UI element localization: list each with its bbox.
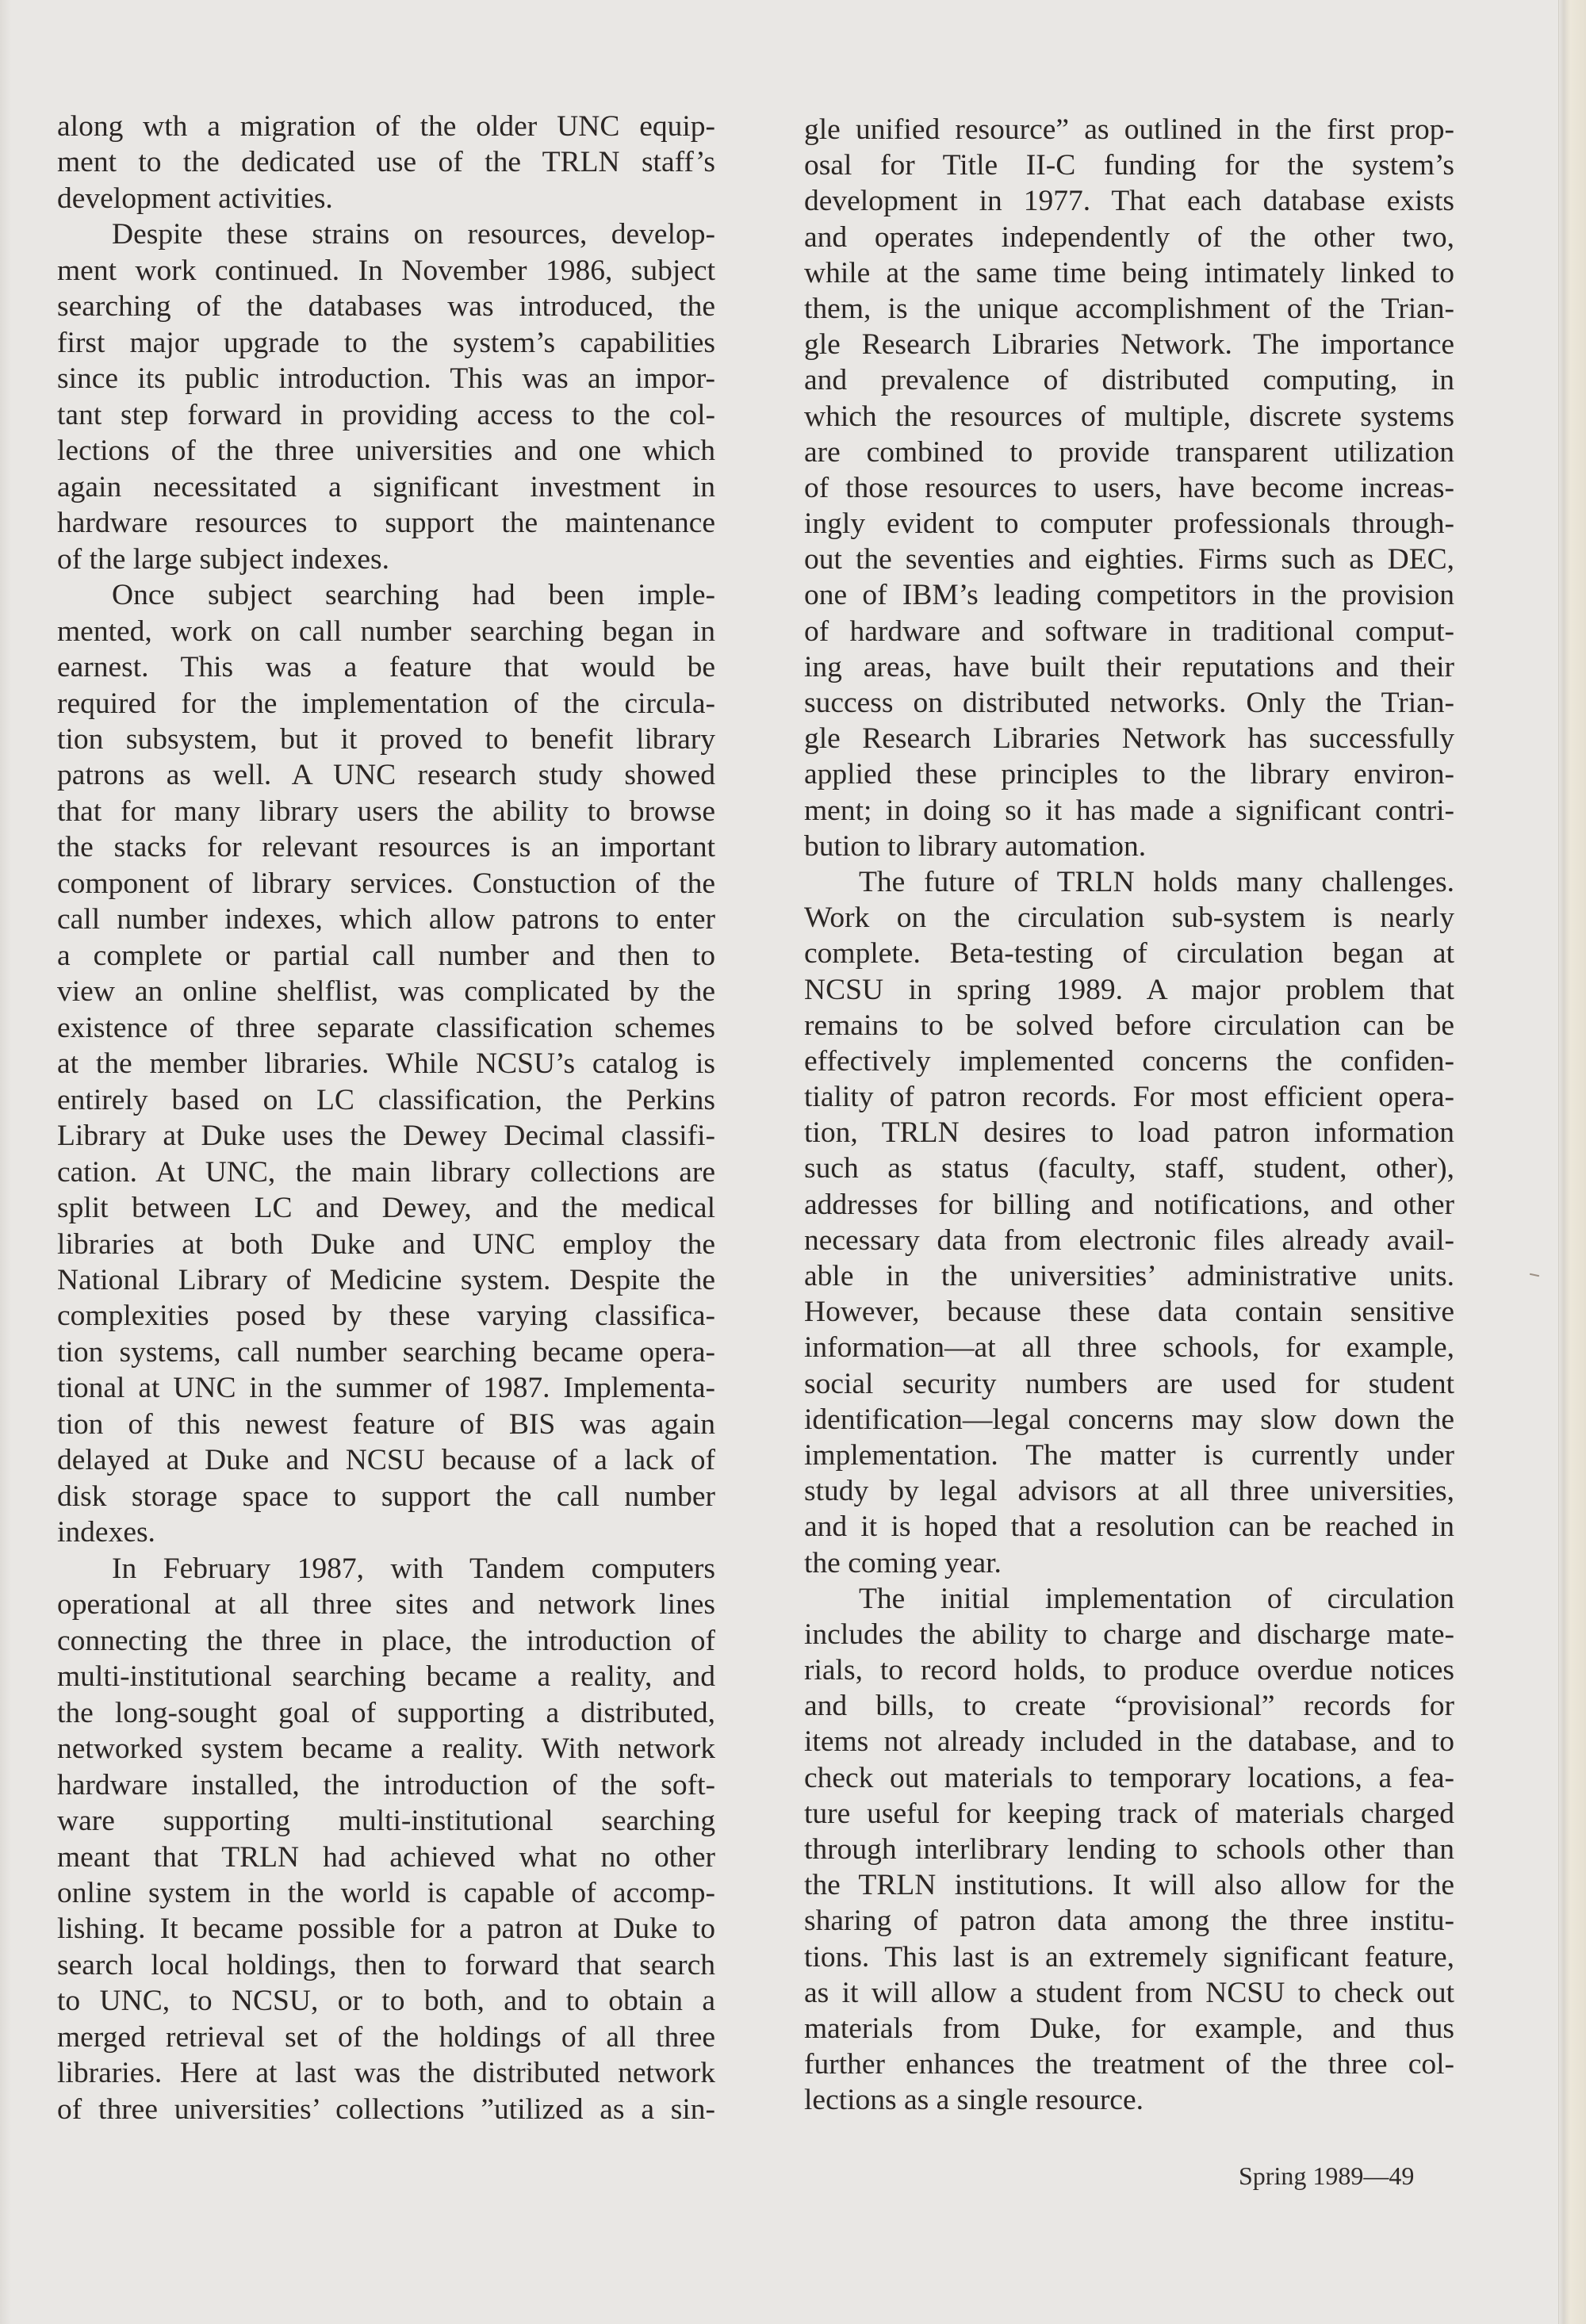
- text-line: materials from Duke, for example, and thus: [804, 2012, 1454, 2045]
- text-line: component of library services. Constuction of the: [57, 867, 715, 900]
- text-line: tant step forward in providing access to the col-: [57, 398, 715, 431]
- text-line: call number indexes, which allow patrons to enter: [57, 903, 715, 936]
- text-line: searching of the databases was introduced, the: [57, 290, 715, 324]
- text-line: necessary data from electronic files already avail-: [804, 1223, 1454, 1257]
- text-line: further enhances the treatment of the three col-: [804, 2048, 1454, 2081]
- text-line: ingly evident to computer professionals through-: [804, 507, 1454, 541]
- text-line: libraries. Here at last was the distributed network: [57, 2057, 715, 2090]
- text-line: development activities.: [57, 182, 333, 215]
- text-line: lections of the three universities and one which: [57, 435, 715, 468]
- text-line: tions. This last is an extremely significant feature,: [804, 1940, 1454, 1974]
- text-line: ing areas, have built their reputations and their: [804, 650, 1454, 683]
- text-line: and it is hoped that a resolution can be reached in: [804, 1510, 1454, 1544]
- page-edge-left-shadow: [0, 0, 11, 2324]
- text-line: merged retrieval set of the holdings of all three: [57, 2020, 715, 2054]
- text-line: entirely based on LC classification, the Perkins: [57, 1083, 715, 1116]
- text-line: the long-sought goal of supporting a distributed,: [57, 1696, 715, 1729]
- text-line: In February 1987, with Tandem computers: [112, 1552, 715, 1585]
- text-line: of those resources to users, have become increas-: [804, 471, 1454, 504]
- text-line: mented, work on call number searching began in: [57, 615, 715, 648]
- text-line: The future of TRLN holds many challenges.: [859, 865, 1454, 898]
- text-line: osal for Title II-C funding for the system’s: [804, 149, 1454, 182]
- text-line: tiality of patron records. For most efficient opera-: [804, 1081, 1454, 1114]
- text-line: of hardware and software in traditional comput-: [804, 615, 1454, 648]
- text-line: remains to be solved before circulation can be: [804, 1009, 1454, 1042]
- text-line: items not already included in the database, and to: [804, 1725, 1454, 1759]
- text-line: along wth a migration of the older UNC equip-: [57, 110, 715, 143]
- text-line: a complete or partial call number and then to: [57, 939, 715, 972]
- text-line: at the member libraries. While NCSU’s catalog is: [57, 1047, 715, 1081]
- text-line: of the large subject indexes.: [57, 542, 389, 576]
- left-text-column: [57, 109, 715, 2127]
- text-line: patrons as well. A UNC research study showed: [57, 759, 715, 792]
- text-line: ment work continued. In November 1986, subject: [57, 254, 715, 287]
- text-line: of three universities’ collections ”utilized as a sin-: [57, 2092, 715, 2126]
- text-line: includes the ability to charge and discharge mate-: [804, 1618, 1454, 1651]
- text-line: implementation. The matter is currently under: [804, 1438, 1454, 1472]
- text-line: applied these principles to the library environ-: [804, 758, 1454, 791]
- text-line: lections as a single resource.: [804, 2084, 1144, 2117]
- text-line: information—at all three schools, for example,: [804, 1331, 1454, 1365]
- text-line: split between LC and Dewey, and the medical: [57, 1192, 715, 1225]
- page-folio: Spring 1989—49: [1239, 2161, 1415, 2190]
- text-line: sharing of patron data among the three institu-: [804, 1905, 1454, 1938]
- text-line: gle Research Libraries Network has successfully: [804, 722, 1454, 756]
- text-line: required for the implementation of the circula-: [57, 687, 715, 720]
- text-line: disk storage space to support the call number: [57, 1480, 715, 1513]
- text-line: development in 1977. That each database exists: [804, 185, 1454, 218]
- text-line: one of IBM’s leading competitors in the provision: [804, 579, 1454, 612]
- text-line: tion, TRLN desires to load patron information: [804, 1116, 1454, 1150]
- text-line: check out materials to temporary locations, a fea-: [804, 1761, 1454, 1794]
- text-line: earnest. This was a feature that would be: [57, 651, 715, 684]
- text-line: while at the same time being intimately linked to: [804, 256, 1454, 289]
- text-line: them, is the unique accomplishment of the Trian-: [804, 292, 1454, 325]
- text-line: which the resources of multiple, discrete systems: [804, 400, 1454, 433]
- text-line: addresses for billing and notifications, and other: [804, 1188, 1454, 1221]
- text-line: bution to library automation.: [804, 829, 1147, 863]
- text-line: success on distributed networks. Only the Trian-: [804, 687, 1454, 719]
- text-line: search local holdings, then to forward that search: [57, 1948, 715, 1981]
- text-line: networked system became a reality. With network: [57, 1732, 715, 1766]
- text-line: ment to the dedicated use of the TRLN staff’s: [57, 146, 715, 179]
- text-line: meant that TRLN had achieved what no other: [57, 1840, 715, 1874]
- page-edge-right: [1558, 0, 1586, 2324]
- text-line: rials, to record holds, to produce overdue notices: [804, 1654, 1454, 1687]
- text-line: multi-institutional searching became a reality, and: [57, 1660, 715, 1694]
- text-line: tion of this newest feature of BIS was again: [57, 1407, 715, 1441]
- text-line: Work on the circulation sub-system is nearly: [804, 902, 1454, 935]
- text-line: since its public introduction. This was an impor-: [57, 362, 715, 396]
- text-line: Despite these strains on resources, develop-: [112, 218, 715, 251]
- text-line: again necessitated a significant investment in: [57, 470, 715, 503]
- text-line: that for many library users the ability to browse: [57, 794, 715, 828]
- text-line: hardware installed, the introduction of the soft-: [57, 1768, 715, 1801]
- text-line: However, because these data contain sensitive: [804, 1296, 1454, 1329]
- text-line: complexities posed by these varying classifica-: [57, 1300, 715, 1333]
- text-line: The initial implementation of circulation: [859, 1582, 1454, 1615]
- text-line: ware supporting multi-institutional searching: [57, 1805, 715, 1838]
- text-line: and prevalence of distributed computing, in: [804, 364, 1454, 397]
- text-line: effectively implemented concerns the confiden-: [804, 1044, 1454, 1078]
- text-line: out the seventies and eighties. Firms such as DEC,: [804, 543, 1454, 576]
- text-line: National Library of Medicine system. Despite the: [57, 1264, 715, 1296]
- text-line: Library at Duke uses the Dewey Decimal classifi-: [57, 1120, 715, 1153]
- text-line: operational at all three sites and network lines: [57, 1588, 715, 1621]
- text-line: social security numbers are used for student: [804, 1367, 1454, 1400]
- stray-ink-mark: [1530, 1273, 1539, 1277]
- text-line: indexes.: [57, 1516, 155, 1549]
- text-line: through interlibrary lending to schools other than: [804, 1833, 1454, 1866]
- text-line: complete. Beta-testing of circulation began at: [804, 937, 1454, 971]
- text-line: NCSU in spring 1989. A major problem that: [804, 973, 1454, 1006]
- text-line: online system in the world is capable of accomp-: [57, 1876, 715, 1909]
- text-line: as it will allow a student from NCSU to check out: [804, 1976, 1454, 2009]
- text-line: tion subsystem, but it proved to benefit library: [57, 722, 715, 756]
- text-line: the stacks for relevant resources is an important: [57, 831, 715, 864]
- text-line: the coming year.: [804, 1546, 1002, 1579]
- right-text-column: [804, 112, 1454, 2119]
- text-line: hardware resources to support the maintenance: [57, 507, 715, 540]
- text-line: lishing. It became possible for a patron at Duke to: [57, 1912, 715, 1946]
- text-line: such as status (faculty, staff, student, other),: [804, 1152, 1454, 1185]
- text-line: identification—legal concerns may slow down the: [804, 1403, 1454, 1436]
- text-line: connecting the three in place, the introduction of: [57, 1624, 715, 1657]
- text-line: study by legal advisors at all three universities,: [804, 1475, 1454, 1508]
- text-line: cation. At UNC, the main library collections are: [57, 1155, 715, 1189]
- text-line: to UNC, to NCSU, or to both, and to obtain a: [57, 1985, 715, 2018]
- text-line: tional at UNC in the summer of 1987. Implementa-: [57, 1372, 715, 1405]
- text-line: delayed at Duke and NCSU because of a lack of: [57, 1444, 715, 1477]
- text-line: tion systems, call number searching became opera-: [57, 1335, 715, 1369]
- text-line: existence of three separate classification schemes: [57, 1011, 715, 1044]
- text-line: and bills, to create “provisional” records for: [804, 1690, 1454, 1723]
- text-line: view an online shelflist, was complicated by the: [57, 975, 715, 1009]
- text-line: Once subject searching had been imple-: [112, 579, 715, 612]
- text-line: and operates independently of the other two,: [804, 220, 1454, 254]
- text-line: the TRLN institutions. It will also allow for the: [804, 1869, 1454, 1902]
- text-line: gle Research Libraries Network. The importance: [804, 328, 1454, 362]
- text-line: ture useful for keeping track of materials charged: [804, 1797, 1454, 1830]
- text-line: first major upgrade to the system’s capabilities: [57, 326, 715, 359]
- text-line: ment; in doing so it has made a significant contri-: [804, 794, 1454, 827]
- text-line: libraries at both Duke and UNC employ the: [57, 1227, 715, 1261]
- text-line: gle unified resource” as outlined in the first prop-: [804, 113, 1454, 146]
- text-line: able in the universities’ administrative units.: [804, 1260, 1454, 1292]
- text-line: are combined to provide transparent utilization: [804, 435, 1454, 469]
